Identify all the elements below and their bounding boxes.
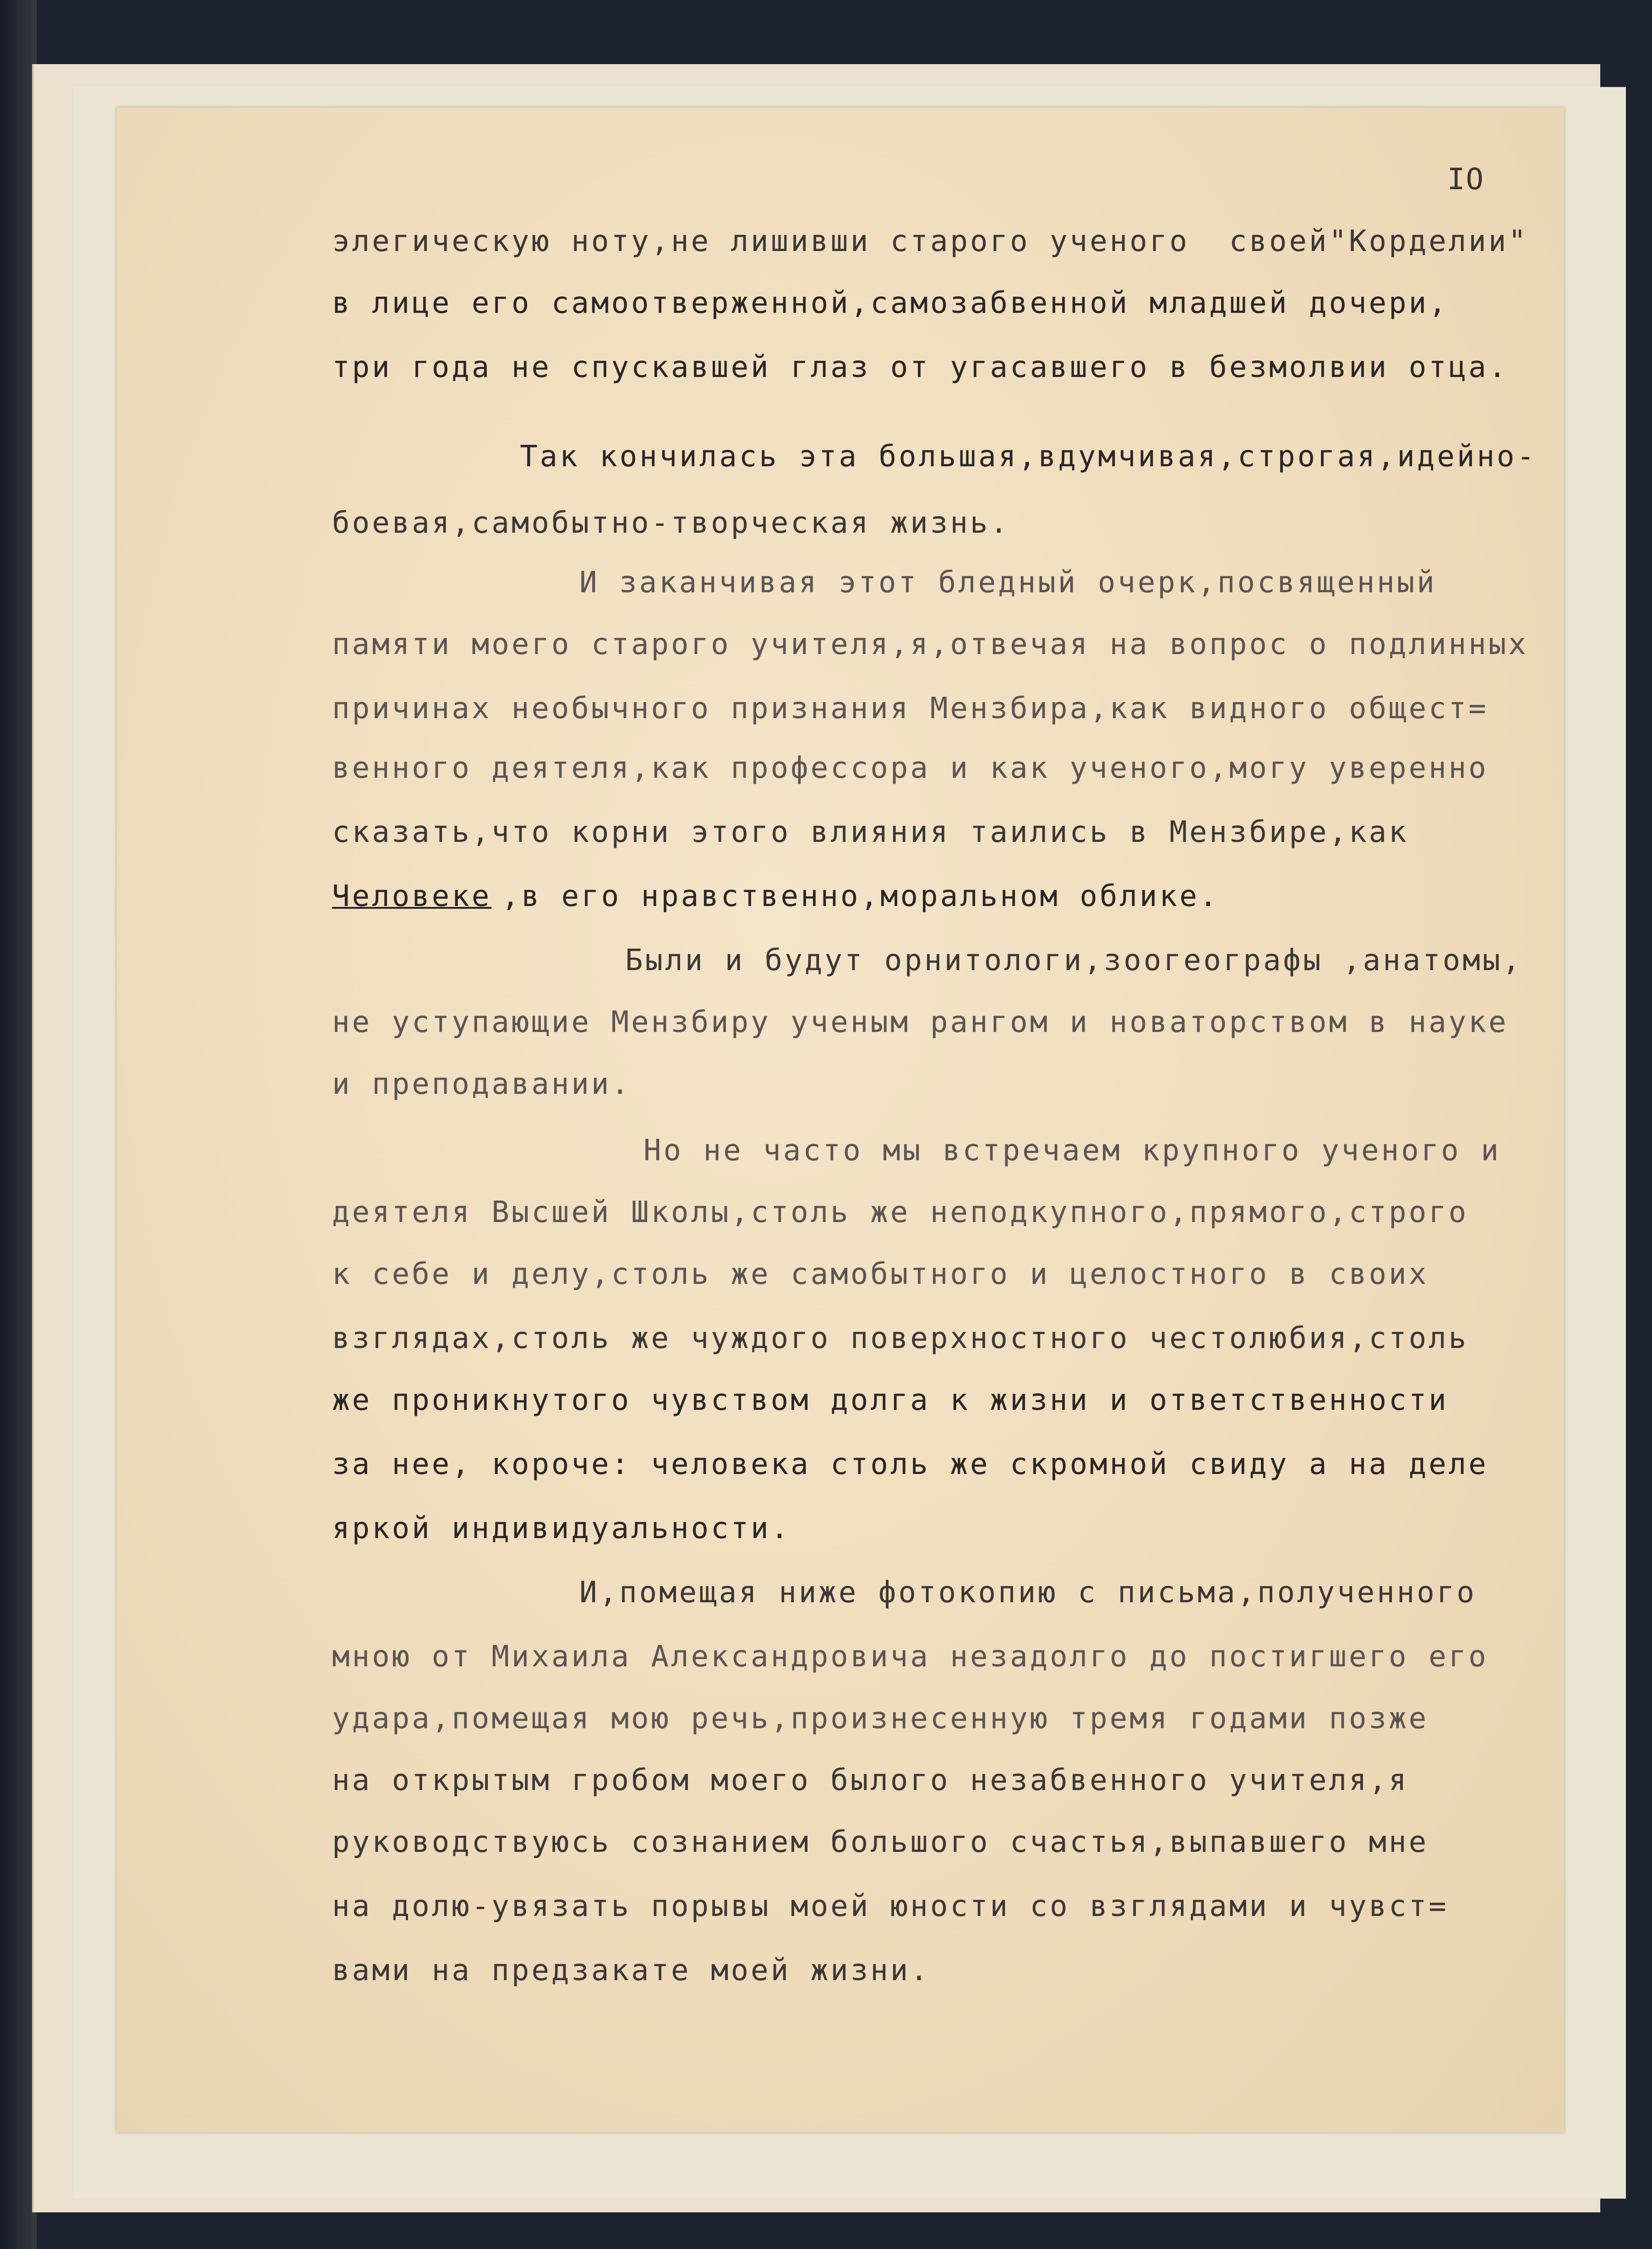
text-line: к себе и делу,столь же самобытного и целостного в своих [332, 1257, 1429, 1291]
text-line: деятеля Высшей Школы,столь же неподкупного,прямого,строго [332, 1195, 1469, 1229]
text-line: элегическую ноту,не лишивши старого ученого своей"Корделии" [332, 224, 1528, 258]
text-line: в лице его самоотверженной,самозабвенной младшей дочери, [332, 286, 1449, 320]
paragraph-start: Но не часто мы встречаем крупного ученого и [643, 1134, 1501, 1168]
paragraph-start: Были и будут орнитологи,зоогеографы ,анатомы, [625, 944, 1522, 977]
text-line: вами на предзакате моей жизни. [332, 1954, 930, 1987]
text-line: памяти моего старого учителя,я,отвечая на вопрос о подлинных [332, 628, 1528, 661]
paragraph-start: И,помещая ниже фотокопию с письма,полученного [579, 1576, 1477, 1610]
text-line: три года не спускавшей глаз от угасавшего в безмолвии отца. [332, 350, 1509, 384]
text-line: не уступающие Мензбиру ученым рангом и новаторством в науке [332, 1005, 1509, 1039]
paragraph-start: Так кончилась эта большая,вдумчивая,строгая,идейно- [520, 440, 1537, 474]
text-line: сказать,что корни этого влияния таились в Мензбире,как [332, 815, 1409, 849]
text-line: же проникнутого чувством долга к жизни и ответственности [332, 1383, 1449, 1417]
text-line: на долю-увязать порывы моей юности со взглядами и чувст= [332, 1889, 1449, 1923]
text-line: причинах необычного признания Мензбира,как видного общест= [332, 692, 1488, 726]
text-line: удара,помещая мою речь,произнесенную тремя годами позже [332, 1702, 1429, 1736]
text-line: за нее, короче: человека столь же скромной свиду а на деле [332, 1447, 1488, 1481]
text-line: боевая,самобытно-творческая жизнь. [332, 506, 1010, 540]
text-line: на открытым гробом моего былого незабвенного учителя,я [332, 1763, 1409, 1797]
text-line: руководствуюсь сознанием большого счастья,выпавшего мне [332, 1825, 1429, 1859]
underlined-word: Человеке [332, 879, 492, 913]
binder-edge [0, 0, 37, 2249]
text-line: ,в его нравственно,моральном облике. [502, 879, 1220, 913]
paragraph-start: И заканчивая этот бледный очерк,посвященный [579, 566, 1437, 600]
text-line: мною от Михаила Александровича незадолго до постигшего его [332, 1640, 1488, 1674]
page-number: IO [1447, 163, 1485, 197]
text-line: яркой индивидуальности. [332, 1512, 791, 1545]
text-line: венного деятеля,как профессора и как ученого,могу уверенно [332, 751, 1488, 785]
text-line: и преподавании. [332, 1067, 631, 1101]
text-line: взглядах,столь же чуждого поверхностного честолюбия,столь [332, 1321, 1469, 1355]
